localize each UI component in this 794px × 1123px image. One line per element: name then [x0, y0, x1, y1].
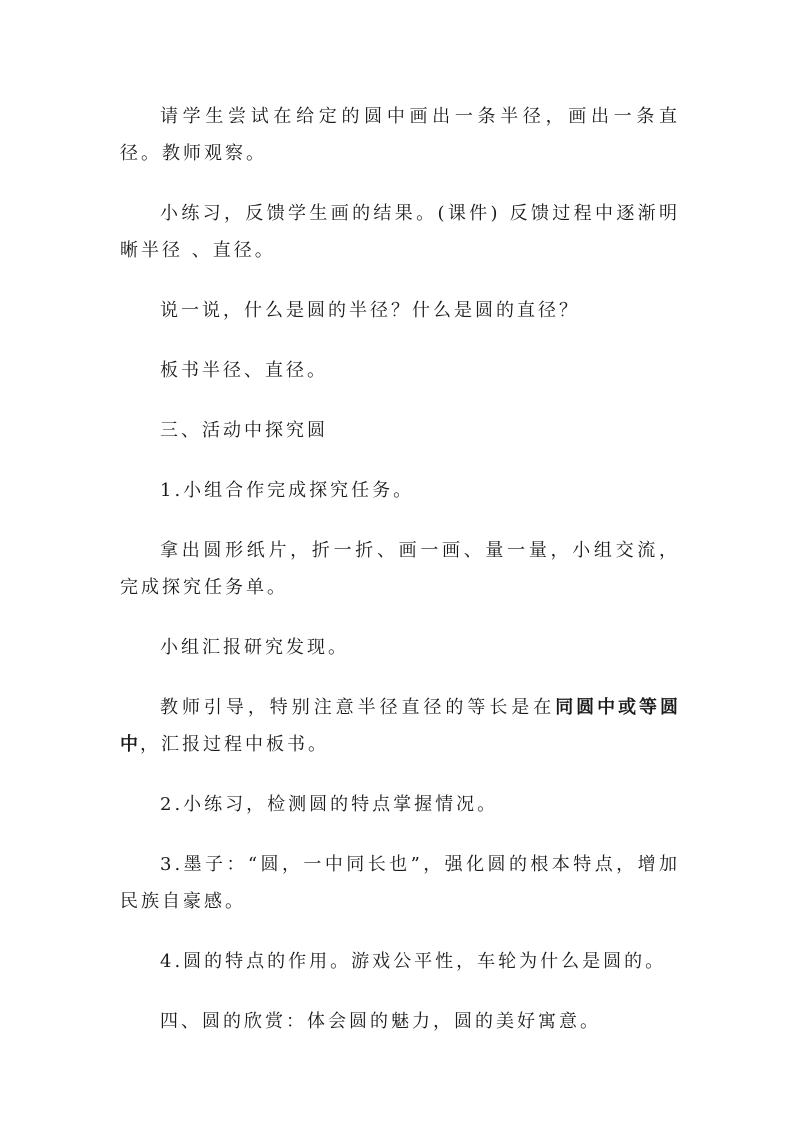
paragraph: 板书半径、直径。: [160, 360, 328, 381]
paragraph: 说一说，什么是圆的半径？什么是圆的直径？: [160, 300, 580, 321]
emphasis-text: 同圆中或等圆中: [120, 697, 681, 755]
paragraph: 小练习，反馈学生画的结果。(课件) 反馈过程中逐渐明晰半径 、直径。: [120, 203, 680, 261]
section-heading: 四、圆的欣赏：体会圆的魅力，圆的美好寓意。: [160, 1011, 601, 1032]
paragraph-with-emphasis: [120, 689, 680, 763]
paragraph-text: ，汇报过程中板书。: [140, 734, 329, 755]
document-body: [120, 98, 680, 1063]
paragraph: 拿出圆形纸片，折一折、画一画、量一量，小组交流，完成探究任务单。: [120, 540, 680, 598]
paragraph: 4.圆的特点的作用。游戏公平性，车轮为什么是圆的。: [160, 951, 667, 972]
paragraph-text: 教师引导，特别注意半径直径的等长是在: [160, 697, 556, 718]
section-heading: 三、活动中探究圆: [160, 420, 328, 441]
paragraph: 1.小组合作完成探究任务。: [160, 480, 415, 501]
paragraph: 3.墨子：“圆，一中同长也”，强化圆的根本特点，增加民族自豪感。: [120, 854, 680, 912]
paragraph: 2.小练习，检测圆的特点掌握情况。: [160, 794, 499, 815]
paragraph: 请学生尝试在给定的圆中画出一条半径，画出一条直径。教师观察。: [120, 106, 680, 164]
paragraph: 小组汇报研究发现。: [160, 637, 349, 658]
